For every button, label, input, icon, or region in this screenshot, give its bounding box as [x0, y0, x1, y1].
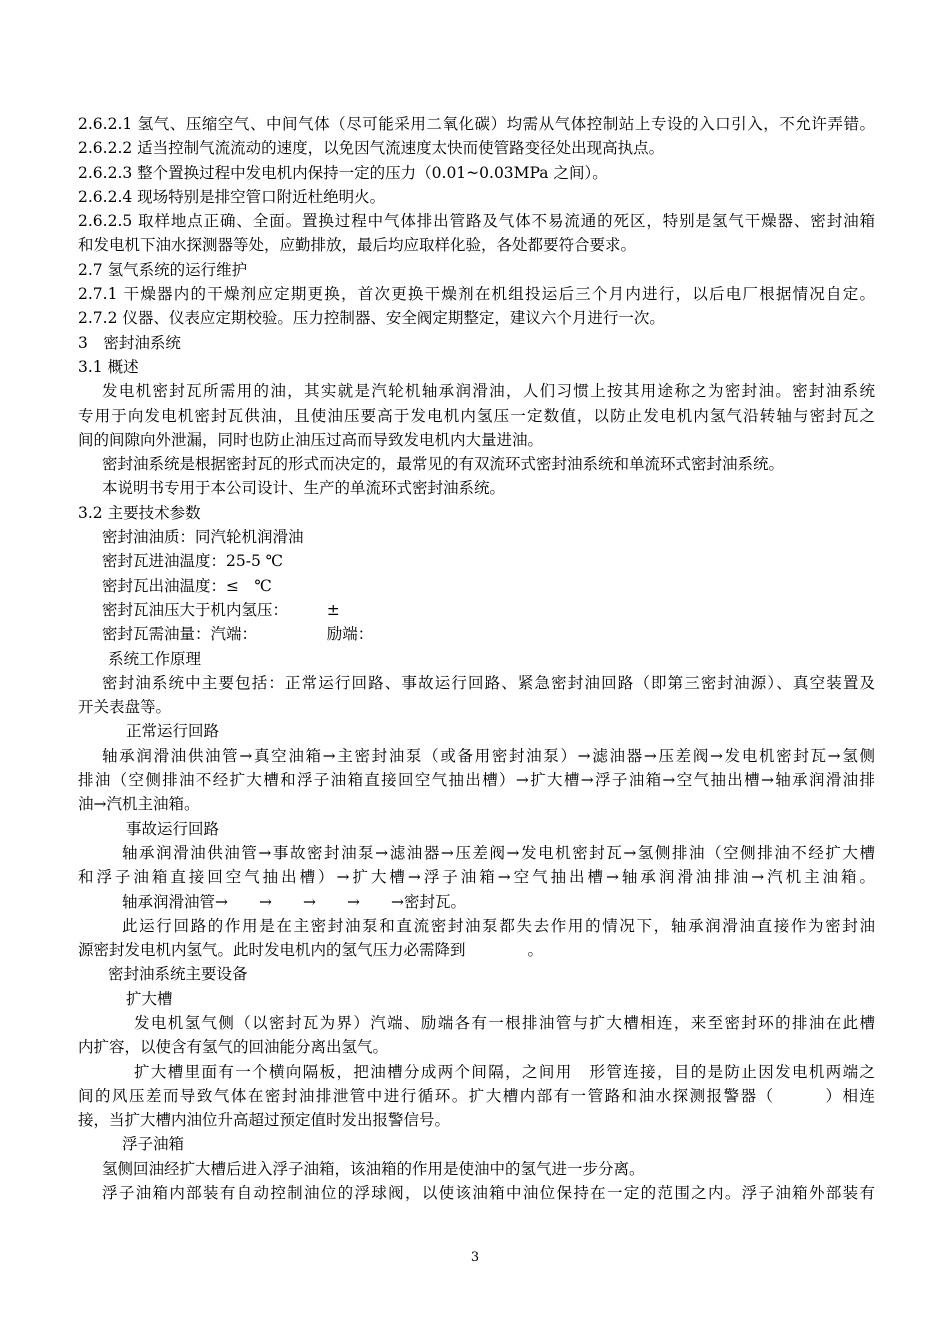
- text-line: 间的风压差而导致气体在密封油排泄管中进行循环。扩大槽内部有一管路和油水探测报警器（ ）相连: [78, 1086, 875, 1105]
- text-line: 密封瓦出油温度：≤ ℃: [102, 576, 272, 595]
- text-line: 和发电机下油水探测器等处，应勤排放，最后均应取样化验，各处都要符合要求。: [78, 236, 637, 255]
- text-line: 浮子油箱内部装有自动控制油位的浮球阀，以使该油箱中油位保持在一定的范围之内。浮子油箱外部装有: [102, 1184, 875, 1203]
- document-body: [78, 112, 875, 1205]
- text-line: 轴承润滑油供油管→事故密封油泵→滤油器→压差阀→发电机密封瓦→氢侧排油（空侧排油不经扩大槽: [122, 843, 875, 862]
- section-heading: 3.1 概述: [78, 357, 139, 376]
- page-number: 3: [470, 1250, 480, 1265]
- text-line: 2.7.1 干燥器内的干燥剂应定期更换，首次更换干燥剂在机组投运后三个月内进行，以后电厂根据情况自定。: [78, 285, 875, 304]
- text-line: 内扩容，以使含有氢气的回油能分离出氢气。: [78, 1038, 389, 1057]
- text-line: 2.6.2.5 取样地点正确、全面。置换过程中气体排出管路及气体不易流通的死区，特别是氢气干燥器、密封油箱: [78, 212, 875, 231]
- text-line: 扩大槽里面有一个横向隔板，把油槽分成两个间隔，之间用 形管连接，目的是防止因发电机两端之: [134, 1062, 875, 1081]
- text-line: 密封瓦油压大于机内氢压： ±: [102, 600, 340, 619]
- text-line: 专用于向发电机密封瓦供油，且使油压要高于发电机内氢压一定数值，以防止发电机内氢气沿转轴与密封瓦之: [78, 406, 875, 425]
- text-line: 此运行回路的作用是在主密封油泵和直流密封油泵都失去作用的情况下，轴承润滑油直接作为密封油: [122, 916, 875, 935]
- text-line: 2.6.2.1 氢气、压缩空气、中间气体（尽可能采用二氧化碳）均需从气体控制站上专设的入口引入，不允许弄错。: [78, 115, 875, 133]
- section-heading: 扩大槽: [126, 989, 173, 1008]
- text-line: 排油（空侧排油不经扩大槽和浮子油箱直接回空气抽出槽）→扩大槽→浮子油箱→空气抽出槽→轴承润滑油排: [78, 771, 875, 790]
- text-line: 发电机密封瓦所需用的油，其实就是汽轮机轴承润滑油，人们习惯上按其用途称之为密封油。密封油系统: [102, 382, 875, 401]
- section-heading: 3.2 主要技术参数: [78, 503, 201, 522]
- text-line: 发电机氢气侧（以密封瓦为界）汽端、励端各有一根排油管与扩大槽相连，来至密封环的排油在此槽: [134, 1013, 875, 1032]
- text-line: 氢侧回油经扩大槽后进入浮子油箱，该油箱的作用是使油中的氢气进一步分离。: [102, 1159, 645, 1178]
- text-line: 密封油系统是根据密封瓦的形式而决定的，最常见的有双流环式密封油系统和单流环式密封油系统。: [102, 455, 785, 474]
- text-line: 密封油油质：同汽轮机润滑油: [102, 528, 304, 547]
- text-line: 2.6.2.4 现场特别是排空管口附近杜绝明火。: [78, 187, 386, 206]
- section-heading: 事故运行回路: [126, 819, 220, 838]
- section-heading: 3 密封油系统: [78, 333, 181, 352]
- text-line: 开关表盘等。: [78, 698, 172, 717]
- section-heading: 密封油系统主要设备: [108, 965, 248, 984]
- section-heading: 正常运行回路: [126, 722, 220, 741]
- section-heading: 浮子油箱: [122, 1135, 185, 1154]
- text-line: 间的间隙向外泄漏，同时也防止油压过高而导致发电机内大量进油。: [78, 430, 544, 449]
- text-line: 接，当扩大槽内油位升高超过预定值时发出报警信号。: [78, 1111, 451, 1130]
- section-heading: 2.7 氢气系统的运行维护: [78, 260, 248, 279]
- text-line: 轴承润滑油管→ → → → →密封瓦。: [122, 892, 466, 911]
- text-line: 本说明书专用于本公司设计、生产的单流环式密封油系统。: [102, 479, 506, 498]
- text-line: 轴承润滑油供油管→真空油箱→主密封油泵（或备用密封油泵）→滤油器→压差阀→发电机密封瓦→氢侧: [102, 746, 875, 765]
- text-line: 油→汽机主油箱。: [78, 795, 200, 814]
- text-line: 2.7.2 仪器、仪表应定期校验。压力控制器、安全阀定期整定，建议六个月进行一次。: [78, 309, 665, 328]
- text-line: 密封瓦进油温度：25-5 ℃: [102, 552, 284, 571]
- section-heading: 系统工作原理: [108, 649, 202, 668]
- text-line: 密封瓦需油量：汽端： 励端：: [102, 625, 374, 644]
- text-line: 2.6.2.2 适当控制气流流动的速度，以免因气流速度太快而使管路变径处出现高执点。: [78, 139, 665, 158]
- text-line: 源密封发电机内氢气。此时发电机内的氢气压力必需降到 。: [78, 941, 544, 960]
- text-line: 2.6.2.3 整个置换过程中发电机内保持一定的压力（0.01~0.03MPa 之间）。: [78, 163, 608, 182]
- text-line: 密封油系统中主要包括：正常运行回路、事故运行回路、紧急密封油回路（即第三密封油源）、真空装置及: [102, 673, 875, 692]
- text-line: 和浮子油箱直接回空气抽出槽）→扩大槽→浮子油箱→空气抽出槽→轴承润滑油排油→汽机主油箱。: [78, 868, 875, 887]
